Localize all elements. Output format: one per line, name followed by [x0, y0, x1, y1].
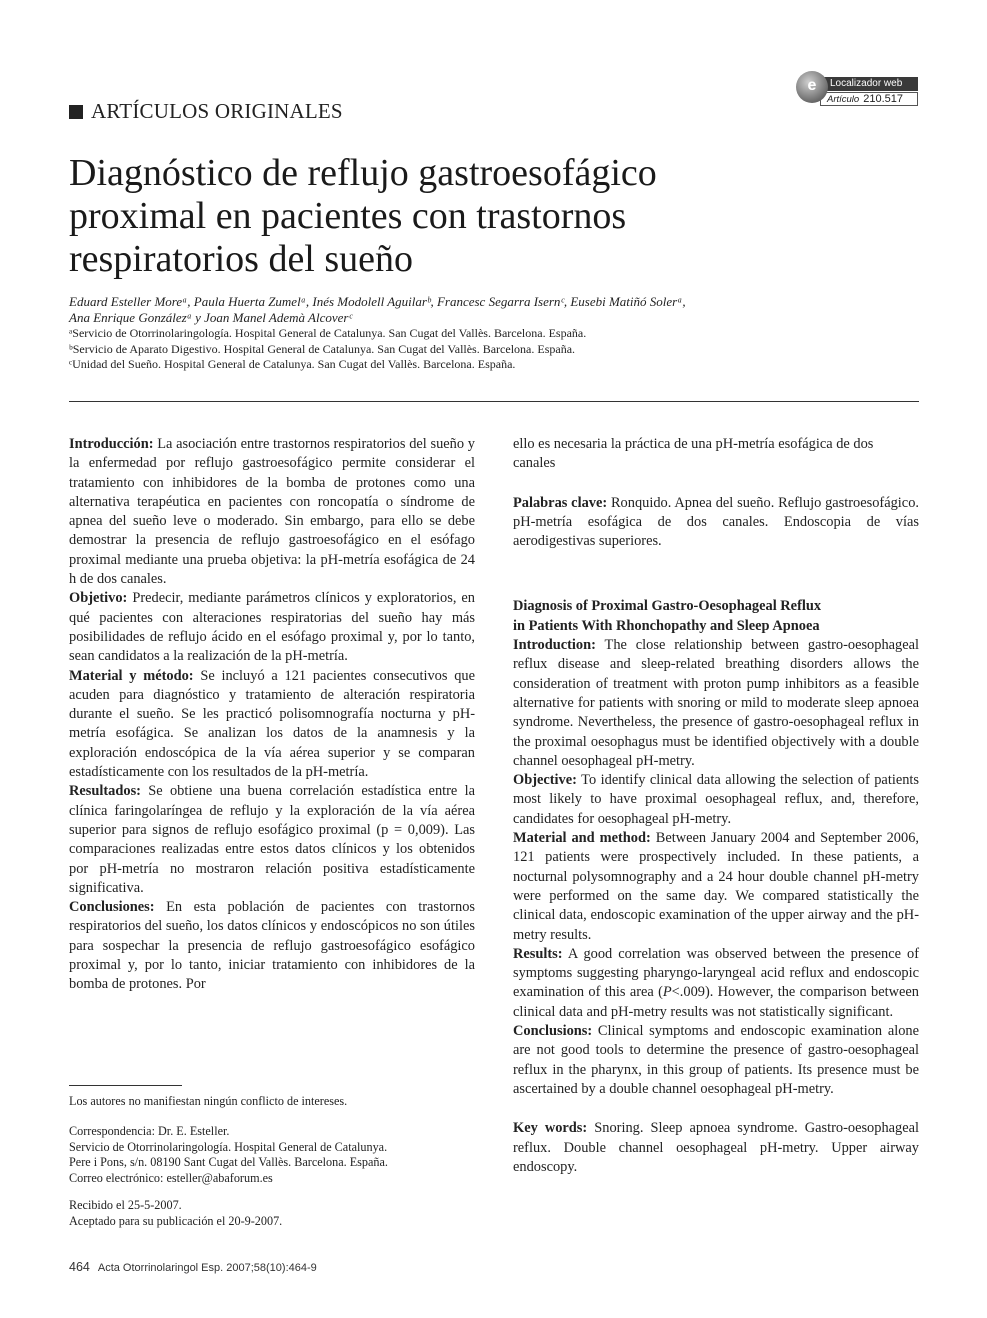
affiliation: ᵇServicio de Aparato Digestivo. Hospital General de Catalunya. San Cugat del Vallès. Barcelona. España.	[69, 342, 576, 356]
english-title: Diagnosis of Proximal Gastro-Oesophageal Reflux in Patients With Rhonchopathy and Sleep Apnoea	[513, 598, 822, 634]
abstract-en-objective: Objective: To identify clinical data allowing the selection of patients most likely to have proximal oesophageal reflux, and, therefore, candidates for oesophageal pH-metry.	[513, 772, 919, 827]
abstract-en-intro: Introduction: The close relationship between gastro-oesophageal reflux disease and sleep-related breathing disorders allows the consideration of treatment with proton pump inhibitors as a feasible alternative for patients with snoring or mild to moderate sleep apnoea syndrome. Nevertheless, the presence of gastro-oesophageal reflux in the proximal oesophagus must be identified objectively with a double channel oesophageal pH-metry.	[513, 637, 919, 769]
correspondence: Correspondencia: Dr. E. Esteller. Servicio de Otorrinolaringología. Hospital General de Catalunya. Pere i Pons, s/n. 08190 Sant Cugat del Vallès. Barcelona. España. Correo electrónico: esteller@abaforum.es	[69, 1124, 499, 1186]
locator-label: Localizador web	[820, 77, 918, 91]
abstract-conclusions-cont: ello es necesaria la práctica de una pH-metría esofágica de dos canales	[513, 436, 874, 472]
web-locator-badge[interactable]	[796, 71, 920, 107]
affiliation: ᵃServicio de Otorrinolaringología. Hospital General de Catalunya. San Cugat del Vallès. Barcelona. España.	[69, 326, 587, 340]
keywords-en: Key words: Snoring. Sleep apnoea syndrome. Gastro-oesophageal reflux. Double channel oesophageal pH-metry. Upper airway endoscopy.	[513, 1120, 919, 1175]
abstract-conclusions: Conclusiones: En esta población de pacientes con trastornos respiratorios del sueño, los datos clínicos y endoscópicos no son útiles para sospechar la presencia de reflujo gastroesofágico esofágico proximal y, por lo tanto, iniciar tratamiento con inhibidores de la bomba de protones. Por	[69, 899, 475, 993]
section-label: ARTÍCULOS ORIGINALES	[91, 99, 343, 123]
abstract-objective: Objetivo: Predecir, mediante parámetros clínicos y exploratorios, en qué pacientes con alteraciones respiratorias del sueño hay más posibilidades de reflujo ácido en el esófago proximal y, por lo tanto, sean candidatos a la realización de la pH-metría.	[69, 590, 475, 665]
abstract-right-column	[513, 435, 919, 1177]
keywords-es: Palabras clave: Ronquido. Apnea del sueño. Reflujo gastroesofágico. pH-metría esofágica de dos canales. Endoscopia de vías aerodigestivas superiores.	[513, 494, 919, 550]
abstract-en-results: Results: A good correlation was observed between the presence of symptoms suggesting pharyngo-laryngeal acid reflux and endoscopic examination of this area (P<.009). However, the comparison between clinical data and pH-metry results was not statistically significant.	[513, 945, 919, 1020]
conflict-note: Los autores no manifiestan ningún conflicto de intereses.	[69, 1094, 348, 1108]
journal-citation: Acta Otorrinolaringol Esp. 2007;58(10):464-9	[97, 1262, 317, 1274]
page-number: 464	[69, 1260, 90, 1274]
author-list	[69, 294, 929, 326]
authors-line: Eduard Esteller Moreᵃ, Paula Huerta Zumelᵃ, Inés Modolell Aguilarᵇ, Francesc Segarra Isernᶜ, Eusebi Matiñó Solerᵃ,	[69, 294, 686, 309]
locator-article-label: Artículo	[827, 94, 860, 105]
article-title	[69, 152, 929, 281]
title-line: proximal en pacientes con trastornos	[69, 195, 627, 237]
header-divider	[69, 401, 919, 402]
abstract-intro: Introducción: La asociación entre trastornos respiratorios del sueño y la enfermedad por reflujo gastroesofágico permite considerar el tratamiento con inhibidores de la bomba de protones como una alternativa terapéutica en pacientes con roncopatía o síndrome de apnea del sueño leve o moderado. Sin embargo, para ello se debe demostrar la presencia de reflujo gastroesofágico en el esófago proximal mediante una prueba objetiva: la pH-metría esofágica de 24 h de dos canales.	[69, 436, 475, 588]
section-heading	[69, 99, 343, 124]
title-line: Diagnóstico de reflujo gastroesofágico	[69, 152, 657, 194]
footnote-divider	[69, 1085, 182, 1086]
title-line: respiratorios del sueño	[69, 238, 414, 280]
email-link[interactable]: Correo electrónico: esteller@abaforum.es	[69, 1170, 273, 1185]
locator-article	[820, 92, 918, 106]
abstract-methods: Material y método: Se incluyó a 121 pacientes consecutivos que acuden para diagnóstico y tratamiento de alteración respiratoria durante el sueño. Se les practicó polisomnografía nocturna y pH-metría esofágica. Se analizan los datos de la anamnesis y la exploración endoscópica de la vía aérea superior y se comparan estadísticamente con los resultados de la pH-metría.	[69, 667, 476, 781]
authors-line: Ana Enrique Gonzálezᵃ y Joan Manel Ademà Alcoverᶜ	[69, 310, 352, 325]
affiliation: ᶜUnidad del Sueño. Hospital General de Catalunya. San Cugat del Vallès. Barcelona. España.	[69, 357, 516, 371]
locator-article-number: 210.517	[863, 93, 903, 105]
dates: Recibido el 25-5-2007. Aceptado para su publicación el 20-9-2007.	[69, 1198, 283, 1228]
abstract-en-conclusions: Conclusions: Clinical symptoms and endoscopic examination alone are not good tools to determine the presence of gastro-oesophageal reflux in the pharynx, in this group of patients. Its presence must be ascertained by a double channel oesophageal pH-metry.	[513, 1023, 919, 1097]
section-square-icon	[69, 105, 83, 119]
e-logo-icon: e	[796, 71, 828, 103]
abstract-results: Resultados: Se obtiene una buena correlación estadística entre la clínica faringolaríngea de reflujo y la exploración de la vía aérea superior para signos de reflujo esofágico proximal (p = 0,009). Las comparaciones realizadas entre estos datos clínicos y los obtenidos por pH-metría no mostraron relación positiva estadísticamente significativa.	[69, 783, 475, 896]
abstract-es-column	[69, 435, 475, 995]
page-footer	[69, 1260, 317, 1274]
abstract-en-methods: Material and method: Between January 2004 and September 2006, 121 patients were prospectively included. In these patients, a nocturnal polysomnography and a 24 hour double channel pH-metry were performed on the same day. We compared statistically the clinical data, endoscopic examination of the upper airway and the pH-metry results.	[513, 830, 919, 943]
